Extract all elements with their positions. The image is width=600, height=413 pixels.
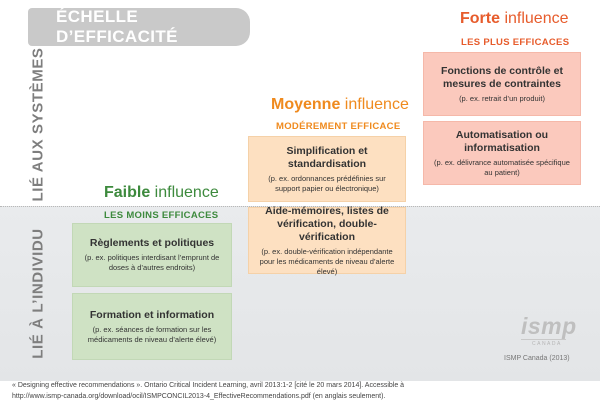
ismp-logo: ismp (521, 313, 577, 339)
individual-label: LIÉ À L’INDIVIDU (29, 228, 47, 359)
low-influence-subtitle: LES MOINS EFFICACES (104, 210, 219, 221)
card-fonctions-controle (423, 52, 581, 116)
footer-citation (12, 380, 592, 402)
high-influence-strong: Forte (460, 10, 500, 27)
card-formation-desc: (p. ex. séances de formation sur les médicaments de niveau d’alerte élevé) (87, 324, 217, 344)
card-aide-memoires (248, 204, 406, 276)
low-influence-strong: Faible (104, 184, 151, 201)
card-formation (72, 293, 232, 360)
page-title: ÉCHELLE D’EFFICACITÉ (56, 7, 178, 46)
card-reglements-desc: (p. ex. politiques interdisant l’emprunt de doses à d’autres endroits) (84, 253, 220, 272)
medium-influence-rest: influence (340, 96, 409, 113)
card-automatisation-desc: (p. ex. délivrance automatisée spécifique au patient) (434, 157, 570, 177)
card-aide-memoires-desc: (p. ex. double-vérification indépendante pour les médicaments de niveau d’alerte élevé) (259, 246, 395, 276)
high-influence-subtitle: LES PLUS EFFICACES (461, 37, 570, 48)
card-simplification-desc: (p. ex. ordonnances prédéfinies sur support papier ou électronique) (268, 173, 386, 193)
card-reglements (72, 223, 232, 287)
title-banner (28, 8, 250, 46)
card-formation-title: Formation et information (89, 308, 215, 321)
medium-influence-heading (271, 96, 409, 114)
copyright-note: ISMP Canada (2013) (504, 355, 570, 362)
low-influence-rest: influence (150, 184, 219, 201)
card-simplification (248, 136, 406, 202)
systems-label: LIÉ AUX SYSTÈMES (29, 47, 47, 202)
footer-line-1: « Designing effective recommendations ». Ontario Critical Incident Learning, avril 2013:1-2 [cité le 20 mars 2014]. Accessible à (12, 382, 405, 389)
card-simplification-title: Simplification et standardisation (286, 144, 368, 170)
card-automatisation-title: Automatisation ou informatisation (455, 128, 549, 154)
card-fonctions-controle-title: Fonctions de contrôle et mesures de contraintes (441, 64, 563, 90)
footer-line-2: http://www.ismp-canada.org/download/ocil/ISMPCONCIL2013-4_EffectiveRecommendations.pdf (en anglais seulement). (12, 393, 386, 400)
ismp-logo-subtitle: CANADA (532, 341, 562, 347)
card-reglements-title: Règlements et politiques (89, 237, 215, 249)
high-influence-rest: influence (500, 10, 569, 27)
card-fonctions-controle-desc: (p. ex. retrait d’un produit) (459, 93, 545, 103)
medium-influence-strong: Moyenne (271, 96, 341, 113)
card-automatisation (423, 121, 581, 185)
logo-divider (521, 339, 566, 340)
card-aide-memoires-title: Aide-mémoires, listes de vérification, double-vérification (265, 204, 389, 243)
medium-influence-subtitle: MODÉREMENT EFFICACE (276, 121, 401, 132)
low-influence-heading (104, 184, 219, 202)
high-influence-heading (460, 10, 569, 28)
